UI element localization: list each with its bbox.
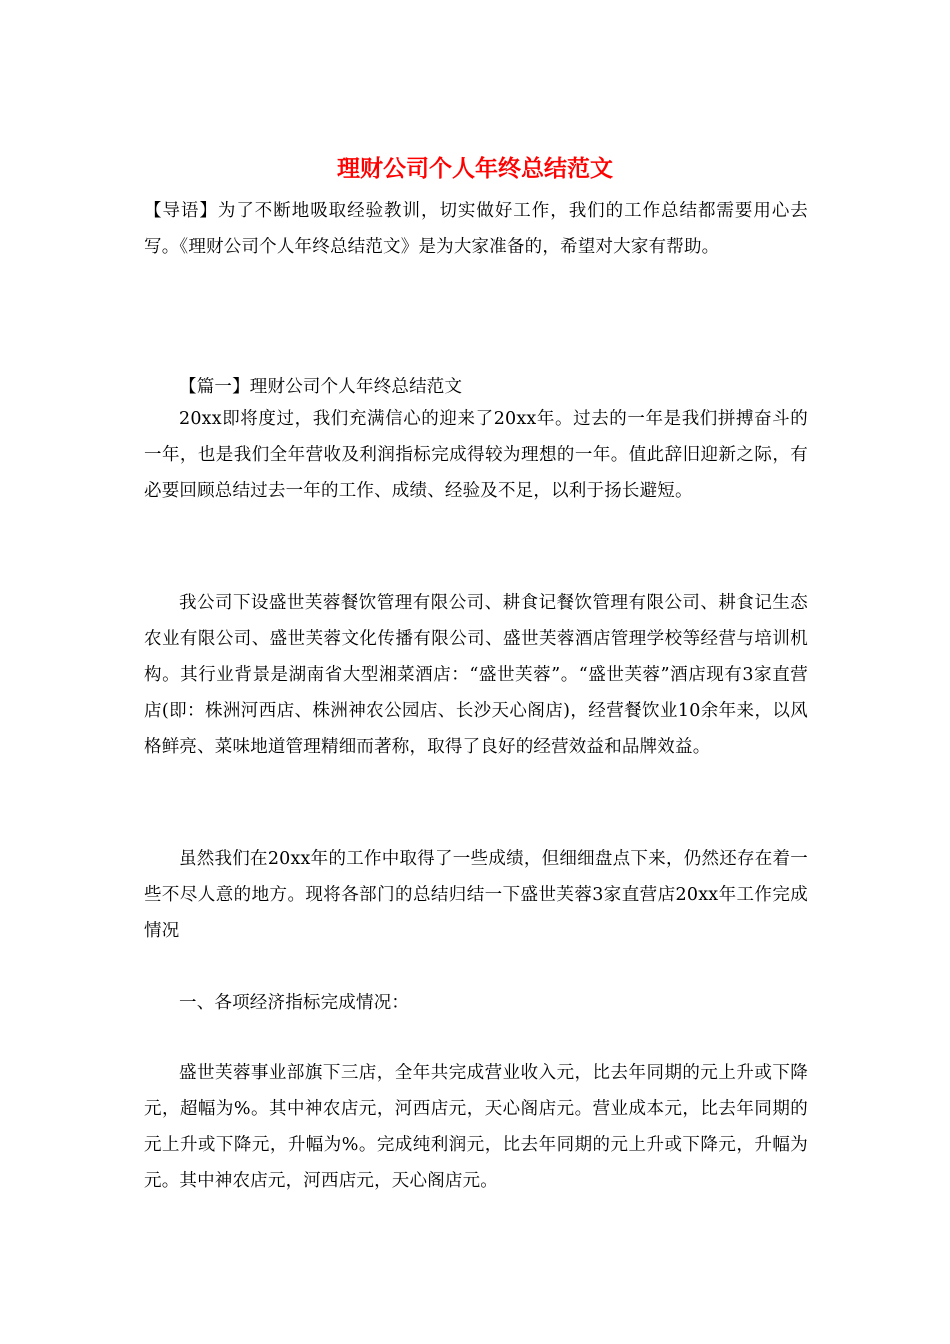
section-heading: 【篇一】理财公司个人年终总结范文 [179,377,463,397]
subsection-heading: 一、各项经济指标完成情况： [179,993,410,1013]
body-paragraph: 20xx即将度过，我们充满信心的迎来了20xx年。过去的一年是我们拼搏奋斗的一年，也是我们全年营收及利润指标完成得较为理想的一年。值此辞旧迎新之际，有必要回顾总结过去一年的工作、成绩、经验及不足，以利于扬长避短。 [144,409,808,501]
body-paragraph: 盛世芙蓉事业部旗下三店，全年共完成营业收入元，比去年同期的元上升或下降元，超幅为%。其中神农店元，河西店元，天心阁店元。营业成本元，比去年同期的元上升或下降元，升幅为%。完成纯利润元，比去年同期的元上升或下降元，升幅为元。其中神农店元，河西店元，天心阁店元。 [144,1063,808,1191]
body-paragraph: 虽然我们在20xx年的工作中取得了一些成绩，但细细盘点下来，仍然还存在着一些不尽人意的地方。现将各部门的总结归结一下盛世芙蓉3家直营店20xx年工作完成情况 [144,849,808,941]
intro-paragraph: 【导语】为了不断地吸取经验教训，切实做好工作，我们的工作总结都需要用心去写。《理财公司个人年终总结范文》是为大家准备的，希望对大家有帮助。 [144,201,808,257]
document-title: 理财公司个人年终总结范文 [337,155,613,182]
body-paragraph: 我公司下设盛世芙蓉餐饮管理有限公司、耕食记餐饮管理有限公司、耕食记生态农业有限公司、盛世芙蓉文化传播有限公司、盛世芙蓉酒店管理学校等经营与培训机构。其行业背景是湖南省大型湘菜酒店：“盛世芙蓉”。“盛世芙蓉”酒店现有3家直营店(即：株洲河西店、株洲神农公园店、长沙天心阁店)，经营餐饮业10余年来，以风格鲜亮、菜味地道管理精细而著称，取得了良好的经营效益和品牌效益。 [144,593,808,757]
